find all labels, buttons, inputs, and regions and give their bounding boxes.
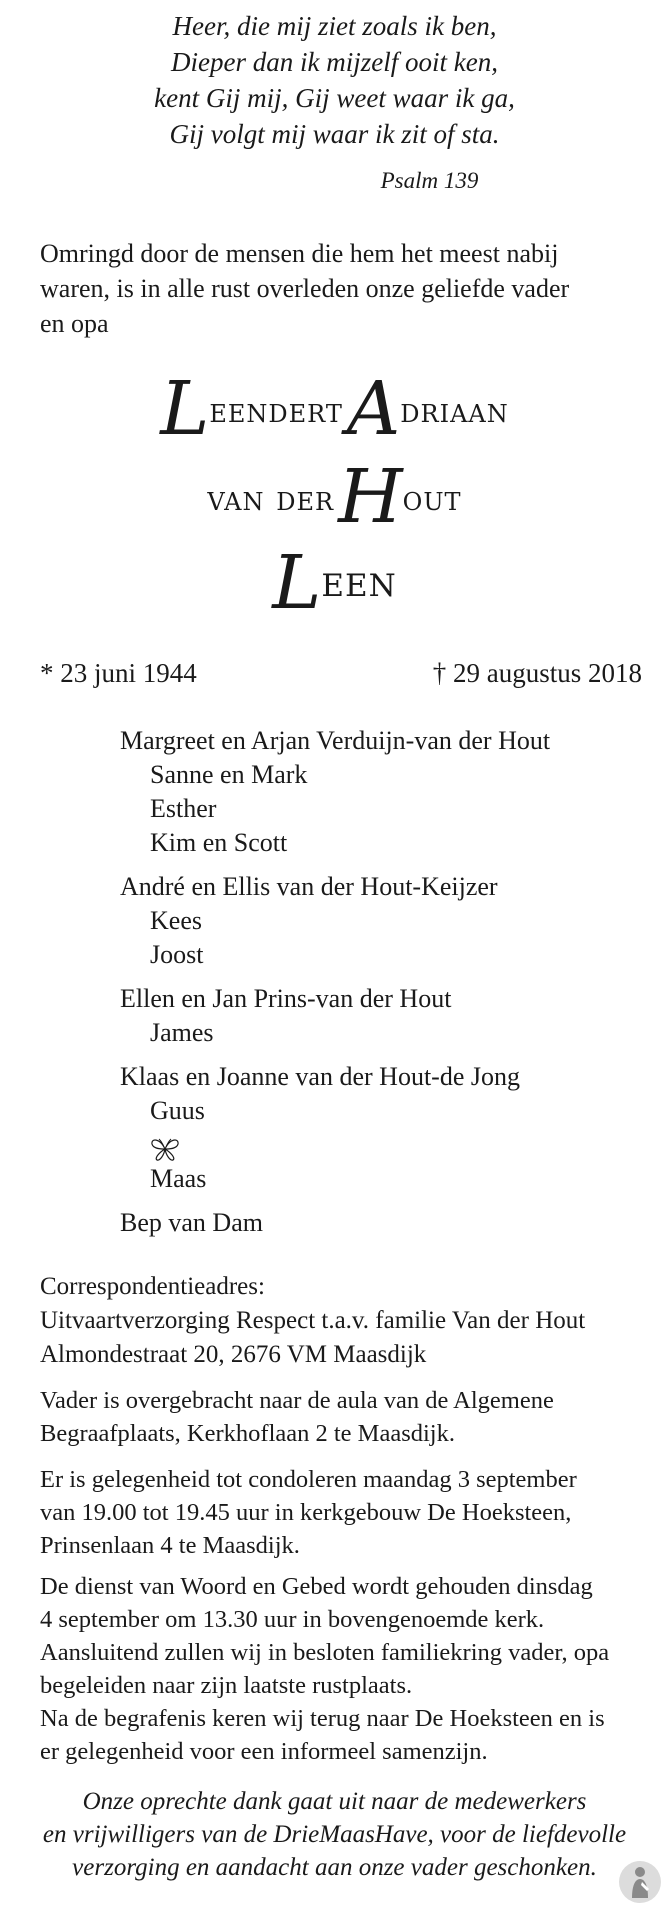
verse-line: kent Gij mij, Gij weet waar ik ga, (154, 83, 515, 113)
surname-prefix: van der (207, 479, 335, 519)
life-dates (40, 658, 642, 689)
family-member: Guus (150, 1096, 205, 1125)
surname-initial: H (338, 454, 403, 540)
paragraph-line: er gelegenheid voor een informeel samenzijn. (40, 1738, 488, 1765)
paragraph-line: De dienst van Woord en Gebed wordt gehouden dinsdag (40, 1573, 593, 1600)
family-member: James (150, 1018, 214, 1047)
verse-source: Psalm 139 (380, 168, 479, 193)
address-line: Uitvaartverzorging Respect t.a.v. familie Van der Hout (40, 1307, 586, 1334)
family-member: Maas (150, 1164, 207, 1193)
paragraph-line: 4 september om 13.30 uur in bovengenoemde kerk. (40, 1606, 545, 1633)
correspondence-address (40, 1270, 585, 1372)
thanks-line: Onze oprechte dank gaat uit naar de medewerkers (82, 1788, 587, 1815)
family-member: Klaas en Joanne van der Hout-de Jong (120, 1062, 520, 1091)
deceased-surname (0, 454, 669, 540)
reception-paragraph (40, 1702, 644, 1768)
middle-name-rest: driaan (400, 391, 509, 431)
verse-line: Dieper dan ik mijzelf ooit ken, (171, 47, 498, 77)
middle-name-initial: A (346, 366, 401, 452)
paragraph-line: Vader is overgebracht naar de aula van de Algemene (40, 1387, 554, 1414)
thanks-line: verzorging en aandacht aan onze vader geschonken. (72, 1854, 597, 1881)
condolence-paragraph (40, 1463, 644, 1562)
first-name-initial: L (160, 366, 210, 452)
verse-line: Gij volgt mij waar ik zit of sta. (169, 119, 500, 149)
birth-date: * 23 juni 1944 (40, 658, 197, 688)
nickname-rest: een (321, 556, 397, 607)
announcement-line: waren, is in alle rust overleden onze geliefde vader (40, 274, 570, 303)
deceased-full-name (0, 366, 669, 452)
announcement-line: Omringd door de mensen die hem het meest nabij (40, 239, 559, 268)
family-member: Esther (150, 794, 217, 823)
family-member: Ellen en Jan Prins-van der Hout (120, 984, 452, 1013)
paragraph-line: Prinsenlaan 4 te Maasdijk. (40, 1532, 300, 1559)
thanks-line: en vrijwilligers van de DrieMaasHave, voor de liefdevolle (42, 1821, 627, 1848)
paragraph-line: Begraafplaats, Kerkhoflaan 2 te Maasdijk. (40, 1420, 455, 1447)
address-line: Almondestraat 20, 2676 VM Maasdijk (40, 1341, 427, 1368)
service-paragraph (40, 1570, 644, 1702)
family-member: Sanne en Mark (150, 760, 308, 789)
announcement-text (40, 236, 642, 341)
publisher-logo-icon (618, 1860, 662, 1904)
paragraph-line: van 19.00 tot 19.45 uur in kerkgebouw De Hoeksteen, (40, 1499, 572, 1526)
paragraph-line: begeleiden naar zijn laatste rustplaats. (40, 1672, 413, 1699)
deceased-nickname (0, 540, 669, 626)
surname-rest: out (402, 479, 462, 519)
paragraph-line: Aansluitend zullen wij in besloten familiekring vader, opa (40, 1639, 610, 1666)
viewing-paragraph (40, 1384, 644, 1450)
family-member: Joost (150, 940, 204, 969)
family-member: André en Ellis van der Hout-Keijzer (120, 872, 498, 901)
correspondence-label: Correspondentieadres: (40, 1273, 265, 1300)
family-member: Margreet en Arjan Verduijn-van der Hout (120, 726, 551, 755)
thanks-note (0, 1785, 669, 1884)
first-name-rest: eendert (209, 391, 343, 431)
verse-line: Heer, die mij ziet zoals ik ben, (172, 11, 497, 41)
family-member: Bep van Dam (120, 1208, 263, 1237)
butterfly-icon (148, 1136, 182, 1162)
death-date: † 29 augustus 2018 (432, 658, 642, 688)
nickname-initial: L (272, 540, 322, 626)
paragraph-line: Na de begrafenis keren wij terug naar De Hoeksteen en is (40, 1705, 605, 1732)
family-member: Kees (150, 906, 202, 935)
psalm-verse (0, 8, 669, 152)
family-member: Kim en Scott (150, 828, 288, 857)
announcement-line: en opa (40, 309, 109, 338)
paragraph-line: Er is gelegenheid tot condoleren maandag 3 september (40, 1466, 577, 1493)
